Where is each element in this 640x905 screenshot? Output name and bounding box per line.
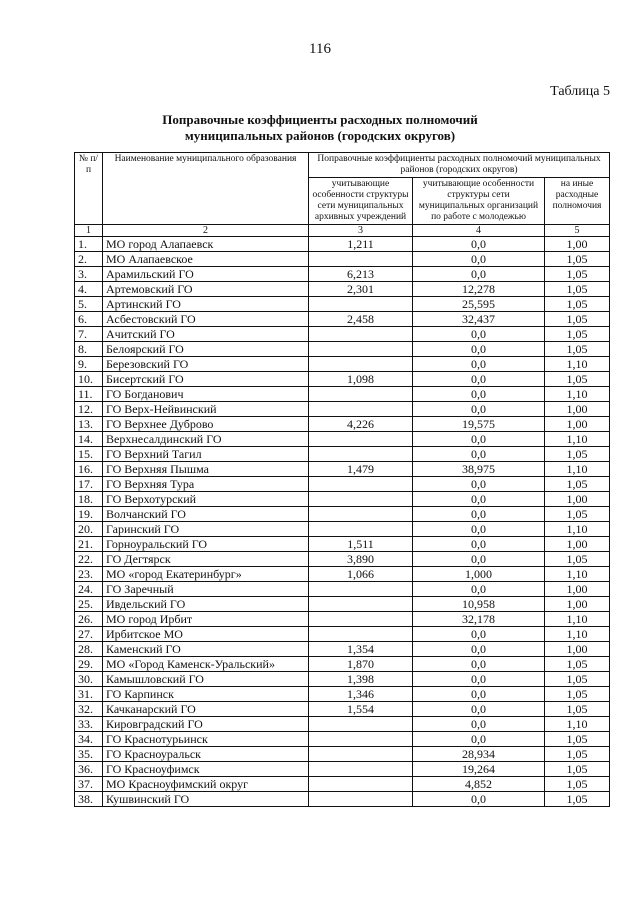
archives-coefficient	[309, 387, 413, 402]
row-number: 22.	[75, 552, 103, 567]
table-row	[75, 552, 610, 567]
table-row	[75, 747, 610, 762]
row-number: 18.	[75, 492, 103, 507]
municipality-name: Арамильский ГО	[103, 267, 309, 282]
row-number: 8.	[75, 342, 103, 357]
municipality-name: Ивдельский ГО	[103, 597, 309, 612]
youth-coefficient: 38,975	[413, 462, 545, 477]
youth-coefficient: 0,0	[413, 732, 545, 747]
row-number: 9.	[75, 357, 103, 372]
other-coefficient: 1,05	[545, 372, 610, 387]
youth-coefficient: 0,0	[413, 522, 545, 537]
municipality-name: МО «Город Каменск-Уральский»	[103, 657, 309, 672]
youth-coefficient: 0,0	[413, 252, 545, 267]
column-number: 3	[309, 225, 413, 237]
other-coefficient: 1,05	[545, 477, 610, 492]
table-row	[75, 267, 610, 282]
youth-coefficient: 0,0	[413, 642, 545, 657]
other-coefficient: 1,05	[545, 252, 610, 267]
municipality-name: МО город Ирбит	[103, 612, 309, 627]
archives-coefficient	[309, 627, 413, 642]
table-row	[75, 282, 610, 297]
other-coefficient: 1,00	[545, 237, 610, 252]
youth-coefficient: 25,595	[413, 297, 545, 312]
youth-coefficient: 0,0	[413, 537, 545, 552]
row-number: 10.	[75, 372, 103, 387]
other-coefficient: 1,05	[545, 447, 610, 462]
youth-coefficient: 0,0	[413, 357, 545, 372]
municipality-name: ГО Верхняя Тура	[103, 477, 309, 492]
table-row	[75, 312, 610, 327]
other-coefficient: 1,00	[545, 417, 610, 432]
other-coefficient: 1,10	[545, 432, 610, 447]
other-coefficient: 1,05	[545, 282, 610, 297]
other-coefficient: 1,05	[545, 792, 610, 807]
title-line-1: Поправочные коэффициенты расходных полномочий	[162, 112, 478, 127]
municipality-name: ГО Красноуфимск	[103, 762, 309, 777]
column-number: 5	[545, 225, 610, 237]
municipality-name: Качканарский ГО	[103, 702, 309, 717]
archives-coefficient	[309, 327, 413, 342]
youth-coefficient: 10,958	[413, 597, 545, 612]
table-row	[75, 252, 610, 267]
table-row	[75, 402, 610, 417]
archives-coefficient	[309, 762, 413, 777]
archives-coefficient	[309, 492, 413, 507]
archives-coefficient	[309, 477, 413, 492]
archives-coefficient	[309, 357, 413, 372]
municipality-name: Артемовский ГО	[103, 282, 309, 297]
other-coefficient: 1,05	[545, 342, 610, 357]
archives-coefficient	[309, 522, 413, 537]
archives-coefficient	[309, 252, 413, 267]
municipality-name: Ирбитское МО	[103, 627, 309, 642]
youth-coefficient: 0,0	[413, 432, 545, 447]
row-number: 17.	[75, 477, 103, 492]
table-row	[75, 477, 610, 492]
column-number: 1	[75, 225, 103, 237]
other-coefficient: 1,10	[545, 567, 610, 582]
other-coefficient: 1,05	[545, 297, 610, 312]
youth-coefficient: 4,852	[413, 777, 545, 792]
municipality-name: Белоярский ГО	[103, 342, 309, 357]
municipality-name: Каменский ГО	[103, 642, 309, 657]
other-coefficient: 1,10	[545, 357, 610, 372]
row-number: 5.	[75, 297, 103, 312]
other-coefficient: 1,05	[545, 762, 610, 777]
table-row	[75, 447, 610, 462]
municipality-name: Кировградский ГО	[103, 717, 309, 732]
other-coefficient: 1,05	[545, 312, 610, 327]
row-number: 13.	[75, 417, 103, 432]
archives-coefficient	[309, 507, 413, 522]
youth-coefficient: 0,0	[413, 582, 545, 597]
municipality-name: Волчанский ГО	[103, 507, 309, 522]
row-number: 25.	[75, 597, 103, 612]
municipality-name: ГО Верхний Тагил	[103, 447, 309, 462]
row-number: 33.	[75, 717, 103, 732]
youth-coefficient: 0,0	[413, 492, 545, 507]
youth-coefficient: 32,437	[413, 312, 545, 327]
row-number: 19.	[75, 507, 103, 522]
row-number: 11.	[75, 387, 103, 402]
municipality-name: ГО Карпинск	[103, 687, 309, 702]
row-number: 1.	[75, 237, 103, 252]
youth-coefficient: 0,0	[413, 552, 545, 567]
archives-coefficient: 1,398	[309, 672, 413, 687]
youth-coefficient: 0,0	[413, 267, 545, 282]
youth-coefficient: 28,934	[413, 747, 545, 762]
youth-coefficient: 0,0	[413, 327, 545, 342]
title-line-2: муниципальных районов (городских округов)	[184, 128, 456, 143]
row-number: 20.	[75, 522, 103, 537]
archives-coefficient: 1,511	[309, 537, 413, 552]
other-coefficient: 1,10	[545, 717, 610, 732]
table-row	[75, 792, 610, 807]
municipality-name: Артинский ГО	[103, 297, 309, 312]
youth-coefficient: 0,0	[413, 402, 545, 417]
municipality-name: Кушвинский ГО	[103, 792, 309, 807]
column-number: 4	[413, 225, 545, 237]
other-coefficient: 1,10	[545, 627, 610, 642]
municipality-name: ГО Богданович	[103, 387, 309, 402]
table-row	[75, 462, 610, 477]
row-number: 16.	[75, 462, 103, 477]
row-number: 27.	[75, 627, 103, 642]
archives-coefficient	[309, 582, 413, 597]
archives-coefficient	[309, 717, 413, 732]
other-coefficient: 1,05	[545, 777, 610, 792]
table-row	[75, 432, 610, 447]
table-row	[75, 582, 610, 597]
table-row	[75, 597, 610, 612]
row-number: 6.	[75, 312, 103, 327]
archives-coefficient: 4,226	[309, 417, 413, 432]
youth-coefficient: 0,0	[413, 507, 545, 522]
table-row	[75, 612, 610, 627]
row-number: 26.	[75, 612, 103, 627]
header-col-other: на иные расходные полномочия	[545, 178, 610, 225]
archives-coefficient	[309, 402, 413, 417]
column-number: 2	[103, 225, 309, 237]
archives-coefficient	[309, 597, 413, 612]
other-coefficient: 1,05	[545, 672, 610, 687]
row-number: 12.	[75, 402, 103, 417]
other-coefficient: 1,10	[545, 387, 610, 402]
youth-coefficient: 1,000	[413, 567, 545, 582]
youth-coefficient: 19,575	[413, 417, 545, 432]
row-number: 23.	[75, 567, 103, 582]
table-row	[75, 522, 610, 537]
youth-coefficient: 0,0	[413, 342, 545, 357]
row-number: 28.	[75, 642, 103, 657]
municipality-name: МО «город Екатеринбург»	[103, 567, 309, 582]
row-number: 15.	[75, 447, 103, 462]
youth-coefficient: 0,0	[413, 387, 545, 402]
archives-coefficient: 1,554	[309, 702, 413, 717]
row-number: 30.	[75, 672, 103, 687]
municipality-name: МО Красноуфимский округ	[103, 777, 309, 792]
other-coefficient: 1,05	[545, 747, 610, 762]
archives-coefficient	[309, 777, 413, 792]
table-row	[75, 717, 610, 732]
municipality-name: Камышловский ГО	[103, 672, 309, 687]
youth-coefficient: 0,0	[413, 717, 545, 732]
archives-coefficient	[309, 432, 413, 447]
youth-coefficient: 19,264	[413, 762, 545, 777]
table-row	[75, 567, 610, 582]
other-coefficient: 1,00	[545, 537, 610, 552]
youth-coefficient: 0,0	[413, 627, 545, 642]
table-row	[75, 687, 610, 702]
header-col-num: № п/п	[75, 153, 103, 225]
other-coefficient: 1,05	[545, 732, 610, 747]
other-coefficient: 1,00	[545, 642, 610, 657]
table-row	[75, 537, 610, 552]
table-row	[75, 372, 610, 387]
table-row	[75, 672, 610, 687]
municipality-name: Бисертский ГО	[103, 372, 309, 387]
municipality-name: Березовский ГО	[103, 357, 309, 372]
municipality-name: ГО Заречный	[103, 582, 309, 597]
municipality-name: ГО Верхняя Пышма	[103, 462, 309, 477]
archives-coefficient	[309, 747, 413, 762]
row-number: 29.	[75, 657, 103, 672]
table-row	[75, 297, 610, 312]
table-row	[75, 702, 610, 717]
municipality-name: МО Алапаевское	[103, 252, 309, 267]
row-number: 7.	[75, 327, 103, 342]
other-coefficient: 1,10	[545, 612, 610, 627]
archives-coefficient	[309, 447, 413, 462]
youth-coefficient: 12,278	[413, 282, 545, 297]
table-row	[75, 327, 610, 342]
archives-coefficient	[309, 732, 413, 747]
archives-coefficient: 2,301	[309, 282, 413, 297]
header-col-name: Наименование муниципального образования	[103, 153, 309, 225]
table-row	[75, 342, 610, 357]
municipality-name: Гаринский ГО	[103, 522, 309, 537]
municipality-name: ГО Краснотурьинск	[103, 732, 309, 747]
table-row	[75, 762, 610, 777]
archives-coefficient: 1,098	[309, 372, 413, 387]
municipality-name: ГО Верхнее Дуброво	[103, 417, 309, 432]
table-row	[75, 357, 610, 372]
other-coefficient: 1,05	[545, 552, 610, 567]
municipality-name: Ачитский ГО	[103, 327, 309, 342]
table-label: Таблица 5	[550, 84, 610, 99]
page-number: 116	[309, 41, 331, 57]
municipality-name: Асбестовский ГО	[103, 312, 309, 327]
other-coefficient: 1,05	[545, 507, 610, 522]
youth-coefficient: 0,0	[413, 447, 545, 462]
table-row	[75, 492, 610, 507]
other-coefficient: 1,05	[545, 267, 610, 282]
archives-coefficient: 2,458	[309, 312, 413, 327]
other-coefficient: 1,05	[545, 702, 610, 717]
table-row	[75, 627, 610, 642]
other-coefficient: 1,05	[545, 687, 610, 702]
table-row	[75, 657, 610, 672]
youth-coefficient: 32,178	[413, 612, 545, 627]
archives-coefficient: 1,870	[309, 657, 413, 672]
municipality-name: Верхнесалдинский ГО	[103, 432, 309, 447]
other-coefficient: 1,10	[545, 462, 610, 477]
other-coefficient: 1,05	[545, 657, 610, 672]
row-number: 3.	[75, 267, 103, 282]
archives-coefficient	[309, 297, 413, 312]
table-row	[75, 507, 610, 522]
youth-coefficient: 0,0	[413, 672, 545, 687]
other-coefficient: 1,00	[545, 402, 610, 417]
row-number: 4.	[75, 282, 103, 297]
row-number: 31.	[75, 687, 103, 702]
table-row	[75, 417, 610, 432]
row-number: 37.	[75, 777, 103, 792]
youth-coefficient: 0,0	[413, 702, 545, 717]
youth-coefficient: 0,0	[413, 687, 545, 702]
archives-coefficient: 1,479	[309, 462, 413, 477]
row-number: 34.	[75, 732, 103, 747]
archives-coefficient	[309, 792, 413, 807]
archives-coefficient: 1,066	[309, 567, 413, 582]
table-row	[75, 642, 610, 657]
table-row	[75, 237, 610, 252]
row-number: 24.	[75, 582, 103, 597]
youth-coefficient: 0,0	[413, 372, 545, 387]
row-number: 36.	[75, 762, 103, 777]
header-col-group: Поправочные коэффициенты расходных полномочий муниципальных районов (городских округов)	[309, 153, 610, 178]
municipality-name: ГО Верх-Нейвинский	[103, 402, 309, 417]
municipality-name: ГО Верхотурский	[103, 492, 309, 507]
other-coefficient: 1,10	[545, 522, 610, 537]
table-row	[75, 387, 610, 402]
coefficients-table	[74, 152, 610, 807]
other-coefficient: 1,05	[545, 327, 610, 342]
header-col-archives: учитывающие особенности структуры сети муниципальных архивных учреждений	[309, 178, 413, 225]
municipality-name: ГО Красноуральск	[103, 747, 309, 762]
row-number: 38.	[75, 792, 103, 807]
municipality-name: ГО Дегтярск	[103, 552, 309, 567]
archives-coefficient: 1,346	[309, 687, 413, 702]
archives-coefficient	[309, 342, 413, 357]
archives-coefficient: 3,890	[309, 552, 413, 567]
archives-coefficient: 1,211	[309, 237, 413, 252]
archives-coefficient	[309, 612, 413, 627]
column-numbers-row	[75, 225, 610, 237]
youth-coefficient: 0,0	[413, 237, 545, 252]
row-number: 21.	[75, 537, 103, 552]
table-row	[75, 732, 610, 747]
archives-coefficient: 1,354	[309, 642, 413, 657]
row-number: 14.	[75, 432, 103, 447]
row-number: 2.	[75, 252, 103, 267]
archives-coefficient: 6,213	[309, 267, 413, 282]
municipality-name: Горноуральский ГО	[103, 537, 309, 552]
youth-coefficient: 0,0	[413, 792, 545, 807]
youth-coefficient: 0,0	[413, 477, 545, 492]
table-row	[75, 777, 610, 792]
municipality-name: МО город Алапаевск	[103, 237, 309, 252]
row-number: 35.	[75, 747, 103, 762]
header-col-youth: учитывающие особенности структуры сети муниципальных организаций по работе с молодежью	[413, 178, 545, 225]
other-coefficient: 1,00	[545, 597, 610, 612]
row-number: 32.	[75, 702, 103, 717]
youth-coefficient: 0,0	[413, 657, 545, 672]
other-coefficient: 1,00	[545, 582, 610, 597]
table-title	[0, 112, 640, 144]
other-coefficient: 1,00	[545, 492, 610, 507]
